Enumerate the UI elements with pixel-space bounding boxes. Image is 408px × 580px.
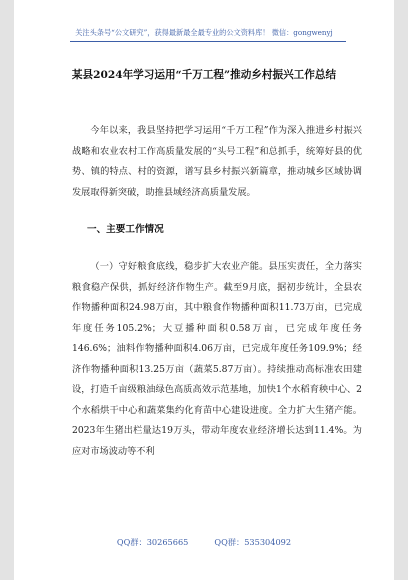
document-title: 某县2024年学习运用“千万工程”推动乡村振兴工作总结 [71,69,337,81]
footer-qq-2: QQ群：535304092 [214,537,292,547]
footer-contact [14,537,394,548]
intro-paragraph: 今年以来，我县坚持把学习运用“千万工程”作为深入推进乡村振兴战略和农业农村工作高质量发展的“头号工程”和总抓手，统筹好县的优势、镇的特点、村的资源，谱写县乡村振兴新篇章，推动城乡区域协调发展取得新突破，助推县域经济高质量发展。 [72,125,362,198]
header-note: 关注头条号“公文研究”，获得最新最全最专业的公文资料库！ 微信：gongwenyj [75,28,333,37]
header-divider [70,41,346,42]
document-page [14,0,394,580]
section-heading: 一、主要工作情况 [87,224,164,235]
footer-qq-1: QQ群：30265665 [116,537,189,547]
body-paragraph-1: （一）守好粮食底线，稳步扩大农业产能。县压实责任，全力落实粮食稳产保供，抓好经济作物生产。截至9月底，据初步统计，全县农作物播种面积24.98万亩，其中粮食作物播种面积11.73万亩，已完成年度任务105.2%；大豆播种面积0.58万亩，已完成年度任务146.6%；油料作物播种面积4.06万亩，已完成年度任务109.9%；经济作物播种面积13.25万亩（蔬菜5.87万亩）。持续推动高标准农田建设，打造千亩级粮油绿色高质高效示范基地，加快1个水稻育秧中心、2个水稻烘干中心和蔬菜集约化育苗中心建设进度。全力扩大生猪产能。2023年生猪出栏量达19万头，带动年度农业经济增长达到11.4%。为应对市场波动等不利 [72,261,362,457]
